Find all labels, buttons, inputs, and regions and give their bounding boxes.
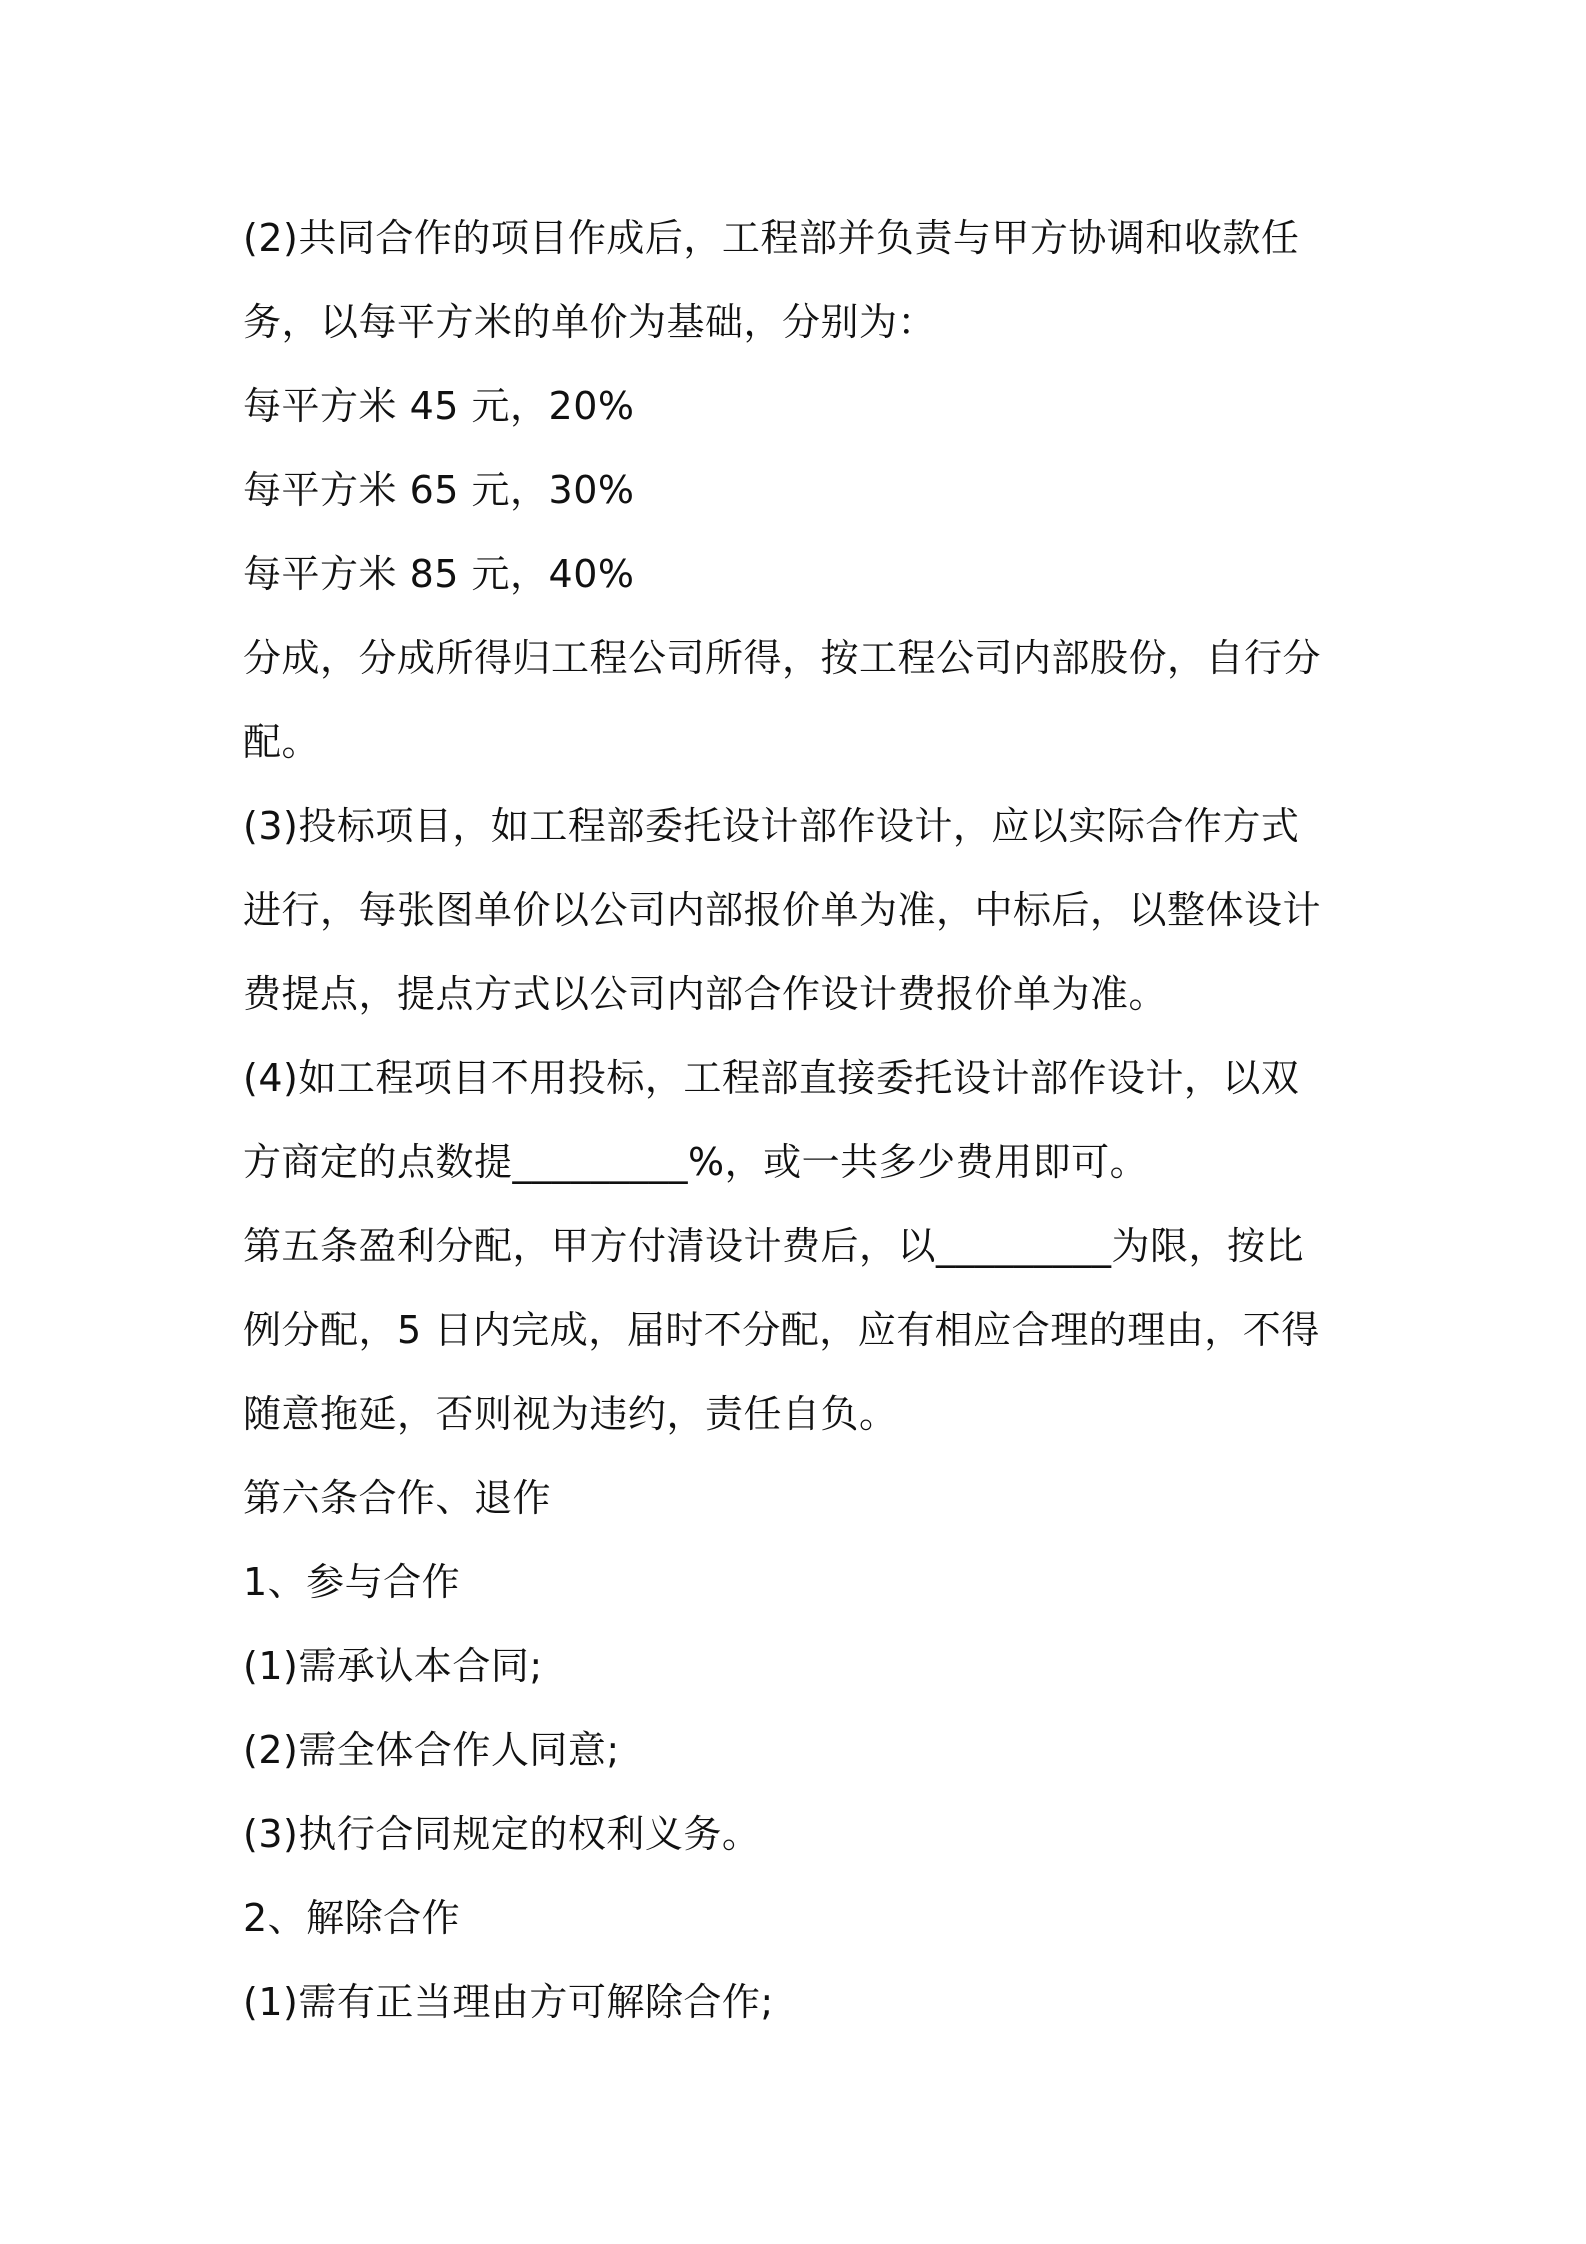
document-body xyxy=(243,196,1363,2044)
text-line: (1)需有正当理由方可解除合作; xyxy=(243,1980,774,2024)
text-line: 1、参与合作 xyxy=(243,1560,461,1604)
text-line: (3)执行合同规定的权利义务。 xyxy=(243,1812,761,1856)
text-line: (2)共同合作的项目作成后，工程部并负责与甲方协调和收款任 xyxy=(243,216,1300,260)
text-line: 每平方米 45 元，20% xyxy=(243,384,635,428)
text-line: 务，以每平方米的单价为基础，分别为： xyxy=(243,300,937,344)
text-line: (1)需承认本合同; xyxy=(243,1644,543,1688)
text-line: 第五条盈利分配，甲方付清设计费后，以_________为限，按比 xyxy=(243,1224,1305,1268)
text-line: 进行，每张图单价以公司内部报价单为准，中标后，以整体设计 xyxy=(243,888,1322,932)
text-line: (2)需全体合作人同意; xyxy=(243,1728,620,1772)
text-line: 分成，分成所得归工程公司所得，按工程公司内部股份，自行分 xyxy=(243,636,1322,680)
text-line: (3)投标项目，如工程部委托设计部作设计，应以实际合作方式 xyxy=(243,804,1300,848)
text-line: 费提点，提点方式以公司内部合作设计费报价单为准。 xyxy=(243,972,1168,1016)
text-line: 配。 xyxy=(243,720,321,764)
text-line: 每平方米 65 元，30% xyxy=(243,468,635,512)
text-line: 第六条合作、退作 xyxy=(243,1476,552,1520)
text-line: 2、解除合作 xyxy=(243,1896,461,1940)
text-line: 例分配，5 日内完成，届时不分配，应有相应合理的理由，不得 xyxy=(243,1308,1320,1352)
text-line: (4)如工程项目不用投标，工程部直接委托设计部作设计，以双 xyxy=(243,1056,1300,1100)
text-line: 随意拖延，否则视为违约，责任自负。 xyxy=(243,1392,898,1436)
text-line: 方商定的点数提_________%，或一共多少费用即可。 xyxy=(243,1140,1149,1184)
text-line: 每平方米 85 元，40% xyxy=(243,552,635,596)
